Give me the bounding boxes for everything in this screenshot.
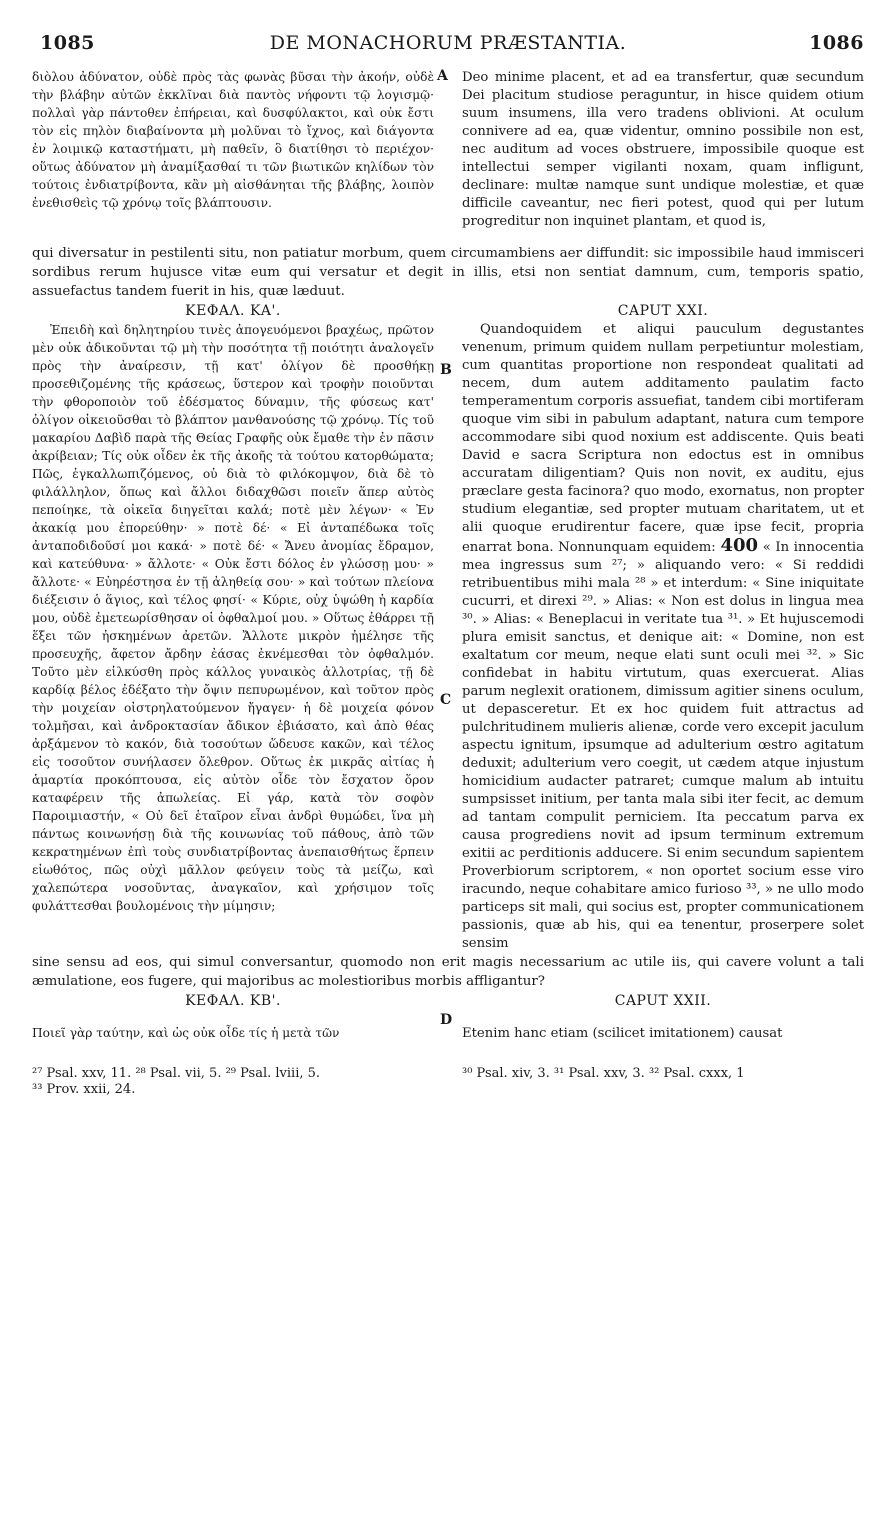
footnotes-left [32,1066,434,1098]
chapter21-greek-text: Ἐπειδὴ καὶ δηλητηρίου τινὲς ἀπογευόμενοι βραχέως, πρῶτον μὲν οὐκ ἀδικοῦνται τῷ μὴ τὴν ποσότητα τῇ ποιότητι ἀναλογεῖν πρὸς τὴν ἀναίρεσιν, τῇ κατ' ὀλίγον δὲ προσθήκῃ προσεθιζομένης τῆς κράσεως, ὕστερον καὶ τροφὴν ποιοῦνται τὴν φθοροποιὸν τοῦ ἐδέσματος δύναμιν, τῆς φύσεως κατ' ὀλίγον οἰκειοῦσθαι τὸ βλάπτον μανθανούσης τῷ χρόνῳ. Τίς τοῦ μακαρίου Δαβὶδ παρὰ τῆς Θείας Γραφῆς οὐκ ἔμαθε τὴν ἐν πᾶσιν ἀκρίβειαν; Τίς οὐκ οἶδεν ἐκ τῆς ἀκοῆς τὰ τούτου κατορθώματα; Πῶς, ἐγκαλλωπιζόμενος, οὐ διὰ τὸ φιλόκομψον, διὰ δὲ τὸ φιλάλληλον, ὅπως καὶ ἄλλοι διδαχθῶσι ποιεῖν ἅπερ αὐτὸς πεποίηκε, τὰ οἰκεῖα διηγεῖται καλά; ποτὲ μὲν λέγων· « Ἐν ἀκακίᾳ μου ἐπορεύθην· » ποτὲ δέ· « Εἰ ἀνταπέδωκα τοῖς ἀνταποδιδοῦσί μοι κακά· » ποτὲ δέ· « Ἄνευ ἀνομίας ἔδραμον, καὶ κατεύθυνα· » ἄλλοτε· « Οὐκ ἔστι δόλος ἐν γλώσσῃ μου· » ἄλλοτε· « Εὐηρέστησα ἐν τῇ ἀληθείᾳ σου· » καὶ τούτων πλείονα διέξεισιν ὁ ἅγιος, καὶ τέλος φησί· « Κύριε, οὐχ ὑψώθη ἡ καρδία μου, οὐδὲ ἐμετεωρίσθησαν οἱ ὀφθαλμοί μου. » Οὕτως ἐθάρρει τῇ ἕξει τῶν ἠσκημένων ἀρετῶν. Ἄλλοτε μικρὸν ἠμέλησε τῆς προσευχῆς, ἄφετον ἄρδην ἐάσας ἐκνέμεσθαι τὸν ὀφθαλμόν. Τοῦτο μὲν εἱλκύσθη πρὸς κάλλος γυναικὸς ἀλλοτρίας, τῇ δὲ καρδίᾳ βέλος ἐδέξατο τὴν ὄψιν πεπυρωμένον, καὶ τοῦτον πρὸς τὴν μοιχείαν οἰστρηλατούμενον ἤγαγεν· ἡ δὲ μοιχεία φόνον τολμῆσαι, καὶ ἀνδροκτασίαν ἄδικον ἐβιάσατο, καὶ ἀπὸ θέας ἀρξάμενον τὸ κακόν, διὰ τοσούτων ὥδευσε κακῶν, καὶ τέλος εἰς τοσοῦτον συνήλασεν ὄλεθρον. Οὕτως ἐκ μικρᾶς αἰτίας ἡ ἁμαρτία προκόπτουσα, εἰς αὐτὸν οἶδε τὸν ἔσχατον ὅρον καταφέρειν τῆς ἀπωλείας. Εἰ γάρ, κατὰ τὸν σοφὸν Παροιμιαστήν, « Οὐ δεῖ ἑταῖρον εἶναι ἀνδρὶ θυμώδει, ἵνα μὴ πάντως κοινωνήσῃ διὰ τῆς κοινωνίας τοῦ πάθους, ἀπὸ τῶν κεκρατημένων ἐπὶ τοὺς συνδιατρίβοντας ἀνεπαισθήτως ἕρπειν εἰωθότος, πῶς οὐχὶ μᾶλλον φεύγειν τοὺς τὰ μείζω, καὶ χαλεπώτερα νοσοῦντας, ἀναγκαῖον, καὶ χρήσιμον τοῖς φυλάττεσθαι βουλομένοις τὴν μίμησιν; [32,323,434,914]
chapter21-latin-part-b: « In innocentia mea ingressus sum ²⁷; » aliquando vero: « Si reddidi retribuentibus mihi mala ²⁸ » et interdum: « Sine iniquitate cucurri, et direxi ²⁹. » Alias: « Non est dolus in lingua mea ³⁰. » Alias: « Beneplacui in veritate tua ³¹. » Et hujuscemodi plura emisit sanctus, et denique ait: « Domine, non est exaltatum cor meum, neque elati sunt oculi mei ³². » Sic confidebat in habitu virtutum, quas exercuerat. Alias parum neglexit orationem, dimissum agitier sinens oculum, ut depasceretur. Et ex hoc quidem fuit attractus ad pulchritudinem mulieris alienæ, corde vero excepit jaculum aspectu ignitum, ipsumque ad adulterium œstro agitatum deduxit; adulterium vero coegit, ut cædem atque injustum homicidium audacter patraret; cumque malum ab intuitu sumpsisset initium, per tanta mala sibi iter fecit, ac demum ad tantam compulit perniciem. Ita peccatum parva ex causa progrediens novit ad ipsum terminum extremum exitii ac perditionis adducere. Si enim secundum sapientem Proverbiorum scriptorem, « non oportet socium esse viro iracundo, neque cohabitare amico furioso ³³, » ne ullo modo particeps sit mali, qui socius est, propter communicationem passionis, quæ ab his, qui ea tenentur, proserpere solet sensim [462,540,864,952]
footnotes [32,1066,864,1098]
chapter21-latin-part-a: Quandoquidem et aliqui pauculum degustantes venenum, primum quidem nullam perpetiuntur molestiam, cum quantitas proportione non respondeat qualitati ad necem, dum autem additamento paulatim facto temperamentum corporis assuefiat, tandem cibi mortiferam quoque vim sibi in pabulum adaptant, natura cum tempore accommodare sibi quod noxium est addiscente. Quis beati David e sacra Scriptura non edoctus est in omnibus accuratam diligentiam? Quis non novit, ex auditu, ejus præclare gesta facinora? quo modo, exornatus, non propter studium elegantiæ, sed propter mutuam charitatem, ut et alii quoque erudirentur facere, quæ ipse fecit, propria enarrat bona. Nonnunquam equidem: [462,322,864,556]
margin-letter-b: B [440,362,452,378]
column-marker: 400 [720,535,759,557]
margin-letter-a: A [437,68,448,84]
page-number-right: 1086 [809,32,864,54]
chapter21-greek-column [32,321,434,953]
running-title: DE MONACHORUM PRÆSTANTIA. [269,32,627,54]
running-header [32,32,864,56]
chapter21-latin-column [462,321,864,953]
chapter21-greek-title: ΚΕΦΑΛ. ΚΑ'. [185,303,281,320]
footnote-line-1: ²⁷ Psal. xxv, 11. ²⁸ Psal. vii, 5. ²⁹ Psal. lviii, 5. [32,1065,321,1081]
margin-letter-d: D [440,1012,453,1028]
block1-greek: διὸλου ἀδύνατον, οὐδὲ πρὸς τὰς φωνὰς βῦσαι τὴν ἀκοήν, οὐδὲ τὴν βλάβην αὐτῶν ἐκκλῖναι διὰ παντὸς νήφοντι τῷ λογισμῷ· πολλαὶ γὰρ πάντοθεν ἐπήρειαι, καὶ δυσφύλακτοι, καὶ οὐκ ἔστι τὸν εἰς πηλὸν διαβαίνοντα μὴ μολῦναι τὸ ἴχνος, καὶ διάγοντα ἐν λοιμικῷ καταστήματι, μὴ παθεῖν, ὃ διατίθησι τὸ περιέχον· οὕτως ἀδύνατον μὴ ἀναμίξασθαί τι τῶν βιωτικῶν κηλίδων τὸν τούτοις ἐνδιατρίβοντα, κἂν μὴ αἰσθάνηται τῆς βλάβης, λοιπὸν ἐνεθισθεὶς τῷ χρόνῳ τοῖς βλάπτουσιν. [32,70,434,211]
footnote-line-2: ³³ Prov. xxii, 24. [32,1081,136,1097]
block1-full: qui diversatur in pestilenti situ, non patiatur morbum, quem circumambiens aer diffundit: sic impossibile haud immisceri sordibus rerum hujusce vitæ eum qui versatur et degit in illis, etsi non sentiat damnum, cum, temporis spatio, assuefactus tandem fuerit in his, quæ læduut. [32,246,864,300]
footnotes-right: ³⁰ Psal. xiv, 3. ³¹ Psal. xxv, 3. ³² Psal. cxxx, 1 [462,1065,745,1081]
chapter22-latin-title: CAPUT XXII. [614,993,712,1010]
page [32,32,864,1098]
chapter21-latin-title: CAPUT XXI. [617,303,709,320]
chapter22-latin-line: Etenim hanc etiam (scilicet imitationem) causat [462,1025,783,1041]
block2-full: sine sensu ad eos, qui simul conversantur, quomodo non erit magis necessarium ac utile iis, qui cavere volunt a tali æmulatione, eos fugere, qui majoribus ac molestioribus morbis affligantur? [32,955,864,990]
block1-latin: Deo minime placent, et ad ea transfertur, quæ secundum Dei placitum studiose peraguntur, in hisce quidem otium suum insumens, illa vero tradens oblivioni. At oculum connivere ad ea, quæ videntur, omnino possibile non est, nec auditum ad voces obstruere, impossibile quoque est intellectui semper vigilanti noxam, quam infligunt, declinare: multæ namque sunt undique molestiæ, et quæ difficile caveantur, nec fieri potest, quod qui per lutum progreditur non inquinet plantam, et quod is, [462,70,864,230]
chapter22-titles [32,991,864,1011]
chapter22-greek-title: ΚΕΦΑΛ. ΚΒ'. [185,993,281,1010]
chapter21-titles [32,301,864,321]
chapter22-greek-line: Ποιεῖ γὰρ ταύτην, καὶ ὡς οὐκ οἶδε τίς ἡ μετὰ τῶν [32,1025,340,1040]
margin-letter-c: C [440,692,452,708]
chapter21-columns [32,321,864,953]
page-number-left: 1085 [40,32,95,54]
chapter21-latin-text [462,321,864,953]
block1-columns [32,56,864,244]
